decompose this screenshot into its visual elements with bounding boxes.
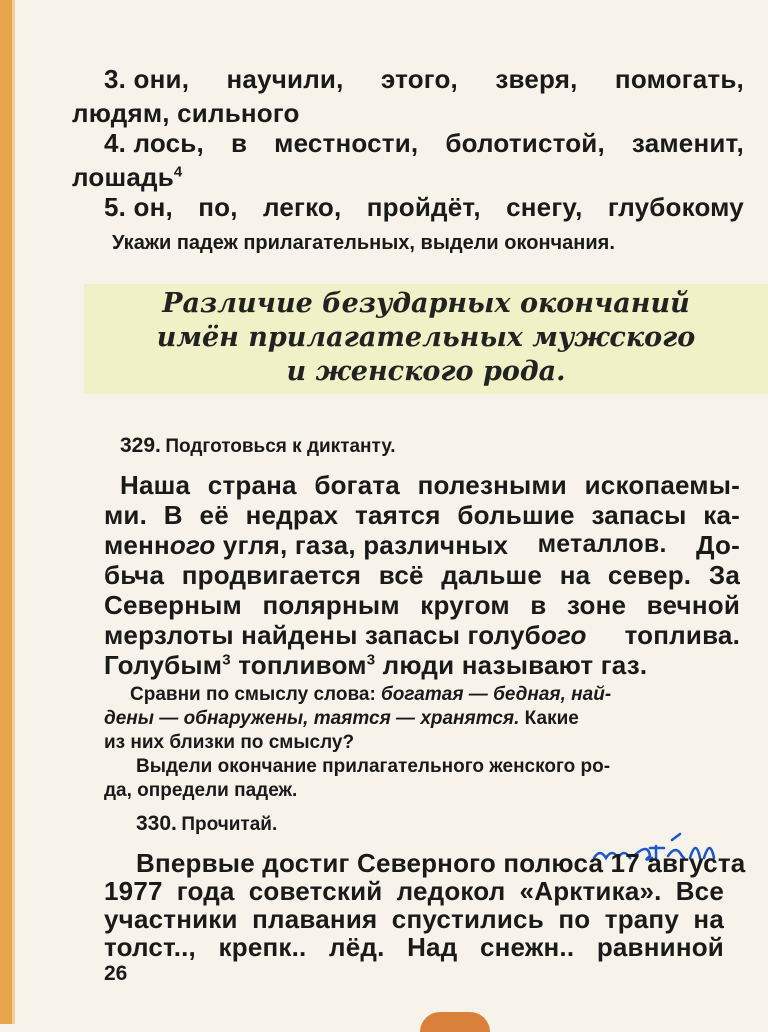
item4-word: болотистой, — [445, 128, 605, 158]
text-fragment: До- — [696, 530, 740, 560]
text-fragment: мерзлоты найдены запасы голуб — [104, 620, 541, 650]
question2-line2: да, определи падеж. — [104, 780, 298, 801]
rule-title-line1: Различие безударных окончаний — [162, 288, 690, 319]
item3-word: этого, — [380, 64, 458, 94]
task-330-header — [136, 812, 277, 836]
task329-line-1: Наша страна богата полезными ископаемы- — [120, 470, 740, 500]
task-number: 330. — [136, 812, 177, 835]
item3-line — [104, 64, 744, 95]
text-fragment: топлива. — [624, 620, 740, 650]
question-italic: дены — обнаружены, таятся — хранятся. — [104, 708, 520, 729]
page-edge-decoration-light — [12, 0, 15, 1024]
question2-line1: Выдели окончание прилагательного женского ро- — [136, 756, 611, 777]
task-329-header — [120, 434, 396, 458]
item3-number: 3. — [104, 64, 127, 94]
rule-title-line3: и женского рода. — [286, 356, 566, 387]
bold-word: металлов. — [537, 530, 667, 558]
question1-line2 — [104, 708, 579, 730]
task329-line-3 — [104, 530, 740, 561]
item5-word: снегу, — [506, 192, 583, 222]
item4-number: 4. — [104, 128, 127, 158]
page-edge-decoration — [0, 0, 12, 1024]
item5-number: 5. — [104, 192, 127, 222]
task329-line-4: бьча продвигается всё дальше на север. За — [104, 560, 740, 590]
decorative-shape — [420, 1012, 490, 1032]
question1-line3: из них близки по смыслу? — [104, 732, 355, 753]
question-text: Какие — [519, 708, 579, 729]
item4-cont-text: лошадь — [72, 162, 174, 192]
item5-word: пройдёт, — [366, 192, 481, 222]
item5-word: он, — [133, 192, 173, 222]
rule-title-line2: имён прилагательных мужского — [156, 322, 696, 353]
item4-word: местности, — [274, 128, 419, 158]
item3-word: научили, — [226, 64, 344, 94]
footnote-mark: 3 — [222, 651, 231, 669]
item3-word: помогать, — [614, 64, 744, 94]
footnote-mark: 4 — [173, 163, 183, 181]
ending-highlight: ого — [169, 530, 216, 560]
text-fragment: Голубым — [104, 650, 223, 680]
item3-word: они, — [133, 64, 190, 94]
item5-word: по, — [198, 192, 238, 222]
item4-word: лось, — [133, 128, 204, 158]
question-text: Сравни по смыслу слова: — [130, 684, 382, 705]
footnote-mark: 3 — [366, 651, 376, 669]
task330-line-2: 1977 года советский ледокол «Арктика». Все — [104, 876, 724, 906]
task330-line-4: толст.., крепк.. лёд. Над снежн.. равниной — [104, 932, 724, 962]
task329-line-2: ми. В её недрах таятся большие запасы ка- — [104, 500, 740, 530]
task330-line-1: Впервые достиг Северного полюса 17 августа — [136, 848, 746, 878]
item4-word: заменит, — [631, 128, 744, 158]
text-fragment: менн — [104, 530, 170, 560]
text-fragment: топливом — [230, 650, 367, 680]
task329-line-5: Северным полярным кругом в зоне вечной — [104, 590, 740, 620]
task-number: 329. — [120, 434, 161, 457]
item3-continuation: людям, сильного — [72, 98, 300, 128]
task-title: Подготовься к диктанту. — [165, 436, 396, 457]
question1-line1 — [130, 684, 611, 706]
task329-line-6 — [104, 620, 740, 651]
exercise-instruction: Укажи падеж прилагательных, выдели окончания. — [112, 232, 615, 254]
item3-word: зверя, — [495, 64, 578, 94]
item4-line — [104, 128, 744, 159]
item5-word: глубокому — [607, 192, 744, 222]
item5-word: легко, — [263, 192, 342, 222]
text-fragment: люди называют газ. — [375, 650, 648, 680]
task329-line-7 — [104, 650, 647, 681]
text-fragment: угля, газа, различных — [215, 530, 509, 560]
ending-highlight: ого — [540, 620, 587, 650]
task-title: Прочитай. — [181, 814, 278, 835]
task330-line-3: участники плавания спустились по трапу на — [104, 904, 724, 934]
item5-line — [104, 192, 744, 223]
item4-continuation — [72, 162, 182, 193]
page-number: 26 — [104, 962, 128, 985]
item4-word: в — [230, 128, 248, 158]
question-italic: богатая — бедная, най- — [381, 684, 612, 705]
